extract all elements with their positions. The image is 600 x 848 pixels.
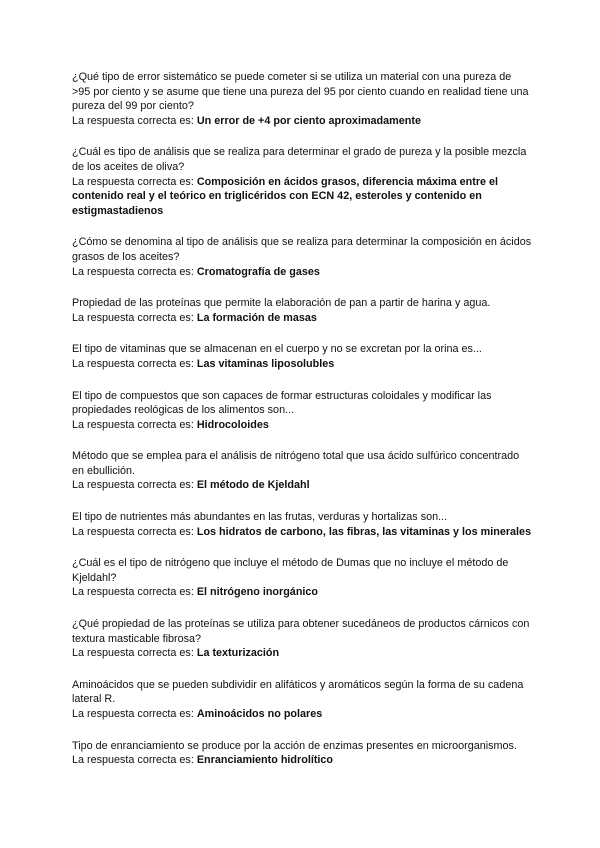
- answer-line: [72, 585, 532, 600]
- answer-line: [72, 114, 532, 129]
- question-text: Método que se emplea para el análisis de nitrógeno total que usa ácido sulfúrico concentrado en ebullición.: [72, 450, 520, 477]
- answer-text: La formación de masas: [196, 311, 317, 324]
- question-text: ¿Qué propiedad de las proteínas se utiliza para obtener sucedáneos de productos cárnicos con textura masticable fibrosa?: [72, 618, 530, 645]
- answer-prefix: La respuesta correcta es:: [72, 525, 197, 538]
- answer-prefix: La respuesta correcta es:: [72, 754, 197, 767]
- question-text: Aminoácidos que se pueden subdividir en alifáticos y aromáticos según la forma de su cadena lateral R.: [72, 678, 524, 706]
- qa-item-5: [72, 342, 532, 371]
- question-text: El tipo de vitaminas que se almacenan en el cuerpo y no se excretan por la orina es...: [72, 343, 482, 356]
- qa-item-8: [72, 510, 532, 539]
- answer-text: El método de Kjeldahl: [196, 479, 310, 492]
- answer-text: Cromatografía de gases: [196, 265, 320, 278]
- answer-line: [72, 357, 532, 372]
- answer-prefix: La respuesta correcta es:: [72, 708, 197, 720]
- answer-line: [72, 265, 532, 280]
- qa-item-4: [72, 296, 532, 325]
- qa-item-12: [72, 739, 532, 768]
- answer-line: [72, 646, 532, 661]
- answer-text: Aminoácidos no polares: [196, 708, 323, 720]
- answer-text: La texturización: [196, 647, 280, 660]
- answer-line: [72, 418, 532, 433]
- answer-prefix: La respuesta correcta es:: [72, 479, 197, 492]
- question-text: ¿Cuál es el tipo de nitrógeno que incluye el método de Dumas que no incluye el método de Kjeldahl?: [72, 557, 509, 584]
- answer-line: [72, 311, 532, 326]
- qa-item-9: [72, 556, 532, 600]
- answer-line: [72, 478, 532, 493]
- answer-prefix: La respuesta correcta es:: [72, 357, 197, 370]
- qa-item-7: [72, 449, 532, 493]
- answer-prefix: La respuesta correcta es:: [72, 418, 197, 431]
- question-text: Tipo de enranciamiento se produce por la acción de enzimas presentes en microorganismos.: [72, 739, 517, 752]
- answer-prefix: La respuesta correcta es:: [72, 311, 197, 324]
- answer-line: [72, 707, 532, 722]
- answer-line: [72, 175, 532, 219]
- answer-prefix: La respuesta correcta es:: [72, 586, 197, 599]
- answer-prefix: La respuesta correcta es:: [72, 175, 197, 188]
- document-page: [72, 70, 532, 785]
- answer-prefix: La respuesta correcta es:: [72, 647, 197, 660]
- qa-item-3: [72, 235, 532, 279]
- answer-text: Enranciamiento hidrolítico: [196, 754, 334, 767]
- answer-prefix: La respuesta correcta es:: [72, 265, 197, 278]
- question-text: El tipo de compuestos que son capaces de formar estructuras coloidales y modificar las propiedades reológicas de los alimentos son...: [72, 389, 492, 417]
- answer-text: El nitrógeno inorgánico: [196, 586, 319, 599]
- answer-prefix: La respuesta correcta es:: [72, 114, 197, 127]
- answer-text: Un error de +4 por ciento aproximadamente: [196, 114, 421, 127]
- answer-text: Composición en ácidos grasos, diferencia máxima entre el contenido real y el teórico en triglicéridos con ECN 42, esteroles y contenido en estigmastadienos: [72, 175, 499, 217]
- question-text: ¿Cómo se denomina al tipo de análisis que se realiza para determinar la composición en ácidos grasos de los aceites?: [72, 236, 532, 263]
- qa-item-10: [72, 617, 532, 661]
- answer-line: [72, 753, 532, 768]
- answer-text: Las vitaminas liposolubles: [196, 357, 335, 370]
- answer-text: Hidrocoloides: [196, 418, 269, 431]
- qa-item-2: [72, 145, 532, 218]
- question-text: ¿Qué tipo de error sistemático se puede cometer si se utiliza un material con una pureza de >95 por ciento y se asume que tiene una pureza del 95 por ciento cuando en realidad tiene una pureza del 99 por ciento?: [72, 71, 529, 113]
- question-text: Propiedad de las proteínas que permite la elaboración de pan a partir de harina y agua.: [72, 297, 491, 310]
- answer-text: Los hidratos de carbono, las fibras, las vitaminas y los minerales: [196, 525, 532, 538]
- qa-item-11: [72, 678, 532, 722]
- qa-item-6: [72, 389, 532, 433]
- qa-item-1: [72, 70, 532, 128]
- question-text: ¿Cuál es tipo de análisis que se realiza para determinar el grado de pureza y la posible mezcla de los aceites de oliva?: [72, 146, 527, 173]
- question-text: El tipo de nutrientes más abundantes en las frutas, verduras y hortalizas son...: [72, 511, 448, 524]
- answer-line: [72, 525, 532, 540]
